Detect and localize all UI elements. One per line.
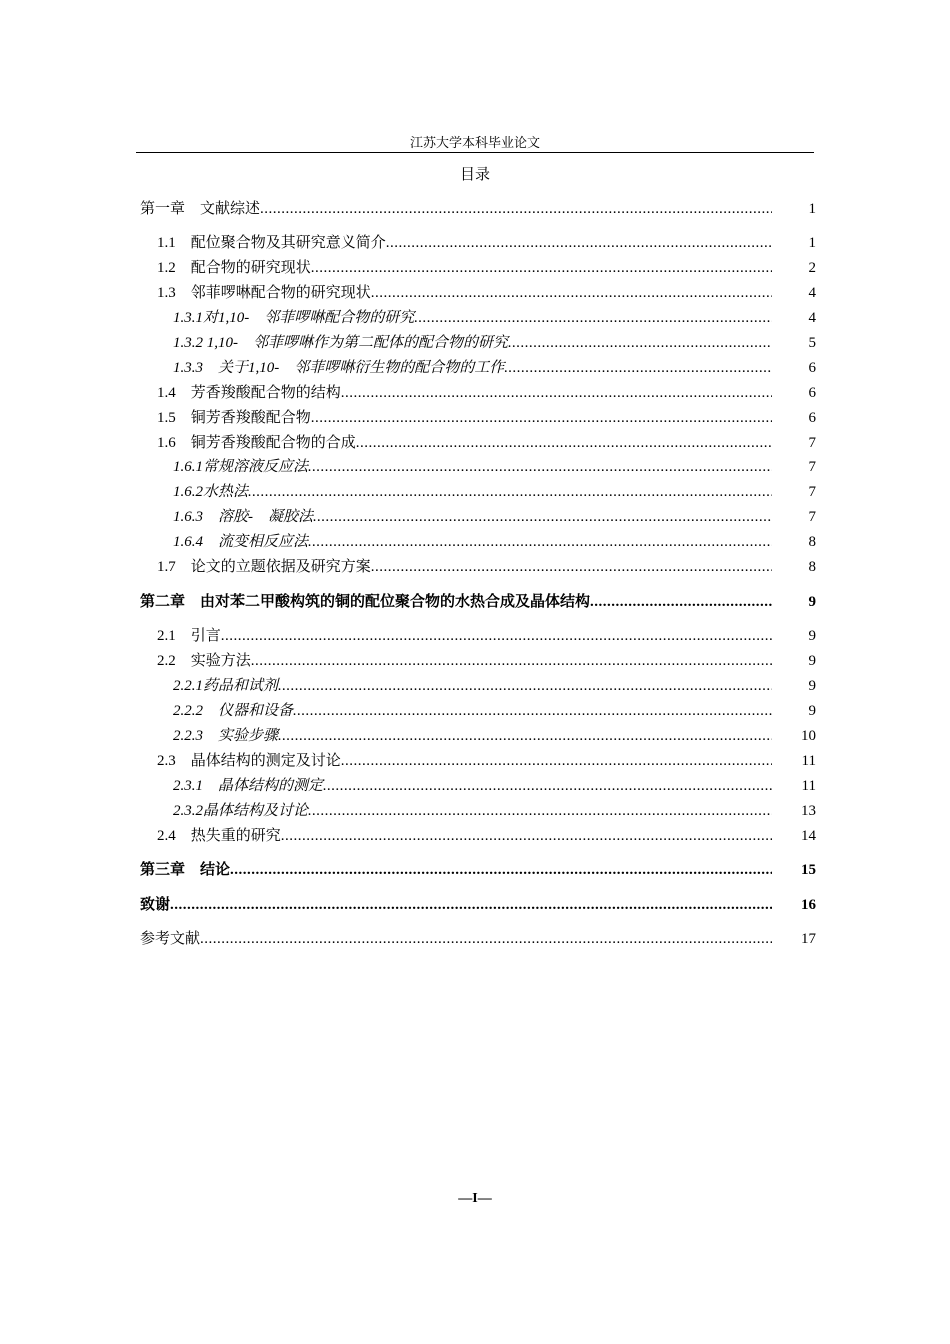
toc-entry-label: 2.1 引言 bbox=[157, 628, 221, 644]
toc-entry-1-6[interactable] bbox=[157, 433, 816, 453]
toc-entry-2-3[interactable] bbox=[157, 751, 816, 771]
running-header: 江苏大学本科毕业论文 bbox=[409, 135, 540, 150]
toc-entry-label: 1.1 配位聚合物及其研究意义简介 bbox=[157, 235, 386, 251]
leader-dots bbox=[356, 433, 772, 453]
toc-entry-label: 2.2 实验方法 bbox=[157, 653, 251, 669]
toc-entry-label: 1.4 芳香羧酸配合物的结构 bbox=[157, 385, 341, 401]
toc-entry-label: 2.4 热失重的研究 bbox=[157, 828, 281, 844]
toc-entry-2-1[interactable] bbox=[157, 626, 816, 646]
leader-dots bbox=[386, 233, 772, 253]
toc-title: 目录 bbox=[459, 167, 490, 183]
toc-entry-label: 1.6.2水热法 bbox=[173, 484, 249, 500]
toc-entry-2-2-1[interactable] bbox=[173, 676, 816, 696]
toc-entry-page: 6 bbox=[808, 385, 816, 401]
toc-entry-page: 13 bbox=[801, 803, 816, 819]
leader-dots bbox=[170, 895, 772, 915]
leader-dots bbox=[590, 592, 772, 612]
toc-entry-label: 2.2.3 实验步骤 bbox=[173, 728, 279, 744]
leader-dots bbox=[278, 726, 772, 746]
leader-dots bbox=[371, 283, 772, 303]
leader-dots bbox=[260, 199, 772, 219]
toc-entry-chapter-2[interactable] bbox=[140, 592, 816, 612]
toc-entry-label: 1.2 配合物的研究现状 bbox=[157, 260, 311, 276]
leader-dots bbox=[341, 751, 772, 771]
toc-entry-1-6-2[interactable] bbox=[173, 482, 816, 502]
toc-entry-chapter-1[interactable] bbox=[140, 199, 816, 219]
toc-entry-label: 1.3.2 1,10- 邻菲啰啉作为第二配体的配合物的研究 bbox=[173, 335, 508, 351]
leader-dots bbox=[251, 651, 772, 671]
toc-entry-page: 6 bbox=[808, 360, 816, 376]
toc-entry-label: 2.3.2晶体结构及讨论 bbox=[173, 803, 309, 819]
toc-entry-chapter-3[interactable] bbox=[140, 860, 816, 880]
toc-entry-label: 2.2.1药品和试剂 bbox=[173, 678, 279, 694]
leader-dots bbox=[248, 482, 772, 502]
toc-entry-1-6-1[interactable] bbox=[173, 457, 816, 477]
toc-entry-1-5[interactable] bbox=[157, 408, 816, 428]
leader-dots bbox=[311, 408, 772, 428]
toc-entry-page: 2 bbox=[808, 260, 816, 276]
toc-entry-label: 第一章 文献综述 bbox=[140, 201, 261, 217]
toc-entry-label: 1.3 邻菲啰啉配合物的研究现状 bbox=[157, 285, 371, 301]
leader-dots bbox=[508, 333, 772, 353]
leader-dots bbox=[414, 308, 772, 328]
leader-dots bbox=[281, 826, 772, 846]
toc-entry-acknowledgements[interactable] bbox=[140, 895, 816, 915]
toc-entry-label: 1.3.3 关于1,10- 邻菲啰啉衍生物的配合物的工作 bbox=[173, 360, 505, 376]
toc-entry-1-3[interactable] bbox=[157, 283, 816, 303]
toc-entry-1-3-2[interactable] bbox=[173, 333, 816, 353]
toc-entry-page: 7 bbox=[808, 459, 816, 475]
toc-entry-2-2-2[interactable] bbox=[173, 701, 816, 721]
leader-dots bbox=[504, 358, 772, 378]
toc-entry-1-3-1[interactable] bbox=[173, 308, 816, 328]
leader-dots bbox=[308, 532, 772, 552]
toc-entry-page: 9 bbox=[808, 678, 816, 694]
leader-dots bbox=[293, 701, 772, 721]
toc-entry-page: 9 bbox=[808, 628, 816, 644]
leader-dots bbox=[308, 457, 772, 477]
toc-entry-page: 1 bbox=[808, 235, 816, 251]
toc-entry-page: 16 bbox=[801, 897, 816, 913]
toc-entry-1-3-3[interactable] bbox=[173, 358, 816, 378]
leader-dots bbox=[200, 929, 772, 949]
toc-entry-page: 8 bbox=[808, 559, 816, 575]
toc-entry-2-3-2[interactable] bbox=[173, 801, 816, 821]
page-number: —I— bbox=[458, 1191, 492, 1206]
toc-entry-page: 9 bbox=[808, 594, 816, 610]
toc-entry-1-1[interactable] bbox=[157, 233, 816, 253]
toc-entry-label: 2.3.1 晶体结构的测定 bbox=[173, 778, 324, 794]
toc-entry-label: 1.3.1对1,10- 邻菲啰啉配合物的研究 bbox=[173, 310, 415, 326]
toc-entry-label: 1.6 铜芳香羧酸配合物的合成 bbox=[157, 435, 356, 451]
toc-entry-label: 1.7 论文的立题依据及研究方案 bbox=[157, 559, 371, 575]
toc-entry-1-2[interactable] bbox=[157, 258, 816, 278]
toc-entry-2-2-3[interactable] bbox=[173, 726, 816, 746]
toc-entry-page: 4 bbox=[808, 310, 816, 326]
toc-entry-page: 7 bbox=[808, 484, 816, 500]
leader-dots bbox=[341, 383, 772, 403]
toc-entry-2-3-1[interactable] bbox=[173, 776, 816, 796]
toc-entry-page: 1 bbox=[808, 201, 816, 217]
leader-dots bbox=[308, 801, 772, 821]
toc-entry-label: 1.6.4 流变相反应法 bbox=[173, 534, 309, 550]
toc-entry-1-7[interactable] bbox=[157, 557, 816, 577]
toc-entry-page: 9 bbox=[808, 703, 816, 719]
leader-dots bbox=[311, 258, 772, 278]
toc-entry-label: 第二章 由对苯二甲酸构筑的铜的配位聚合物的水热合成及晶体结构 bbox=[140, 594, 591, 610]
toc-entry-1-4[interactable] bbox=[157, 383, 816, 403]
toc-entry-page: 9 bbox=[808, 653, 816, 669]
toc-entry-2-4[interactable] bbox=[157, 826, 816, 846]
toc-entry-page: 11 bbox=[801, 753, 816, 769]
toc-entry-label: 1.6.1常规溶液反应法 bbox=[173, 459, 309, 475]
toc-entry-page: 17 bbox=[801, 931, 816, 947]
toc-entry-page: 11 bbox=[801, 778, 816, 794]
toc-entry-label: 2.3 晶体结构的测定及讨论 bbox=[157, 753, 341, 769]
toc-entry-page: 4 bbox=[808, 285, 816, 301]
leader-dots bbox=[221, 626, 772, 646]
toc-entry-page: 8 bbox=[808, 534, 816, 550]
leader-dots bbox=[278, 676, 772, 696]
toc-entry-label: 参考文献 bbox=[140, 931, 201, 947]
leader-dots bbox=[323, 776, 772, 796]
toc-entry-label: 第三章 结论 bbox=[140, 862, 231, 878]
toc-entry-1-6-4[interactable] bbox=[173, 532, 816, 552]
toc-entry-page: 5 bbox=[808, 335, 816, 351]
toc-entry-page: 15 bbox=[801, 862, 816, 878]
toc-entry-1-6-3[interactable] bbox=[173, 507, 816, 527]
toc-entry-page: 6 bbox=[808, 410, 816, 426]
toc-entry-label: 2.2.2 仪器和设备 bbox=[173, 703, 294, 719]
toc-entry-label: 1.6.3 溶胶- 凝胶法 bbox=[173, 509, 313, 525]
leader-dots bbox=[371, 557, 772, 577]
toc-entry-page: 14 bbox=[801, 828, 816, 844]
toc-entry-2-2[interactable] bbox=[157, 651, 816, 671]
toc-entry-page: 7 bbox=[808, 435, 816, 451]
leader-dots bbox=[313, 507, 772, 527]
toc-entry-page: 10 bbox=[801, 728, 816, 744]
toc-entry-page: 7 bbox=[808, 509, 816, 525]
toc-entry-label: 致谢 bbox=[140, 897, 171, 913]
leader-dots bbox=[230, 860, 772, 880]
toc-entry-label: 1.5 铜芳香羧酸配合物 bbox=[157, 410, 311, 426]
toc-entry-references[interactable] bbox=[140, 929, 816, 949]
